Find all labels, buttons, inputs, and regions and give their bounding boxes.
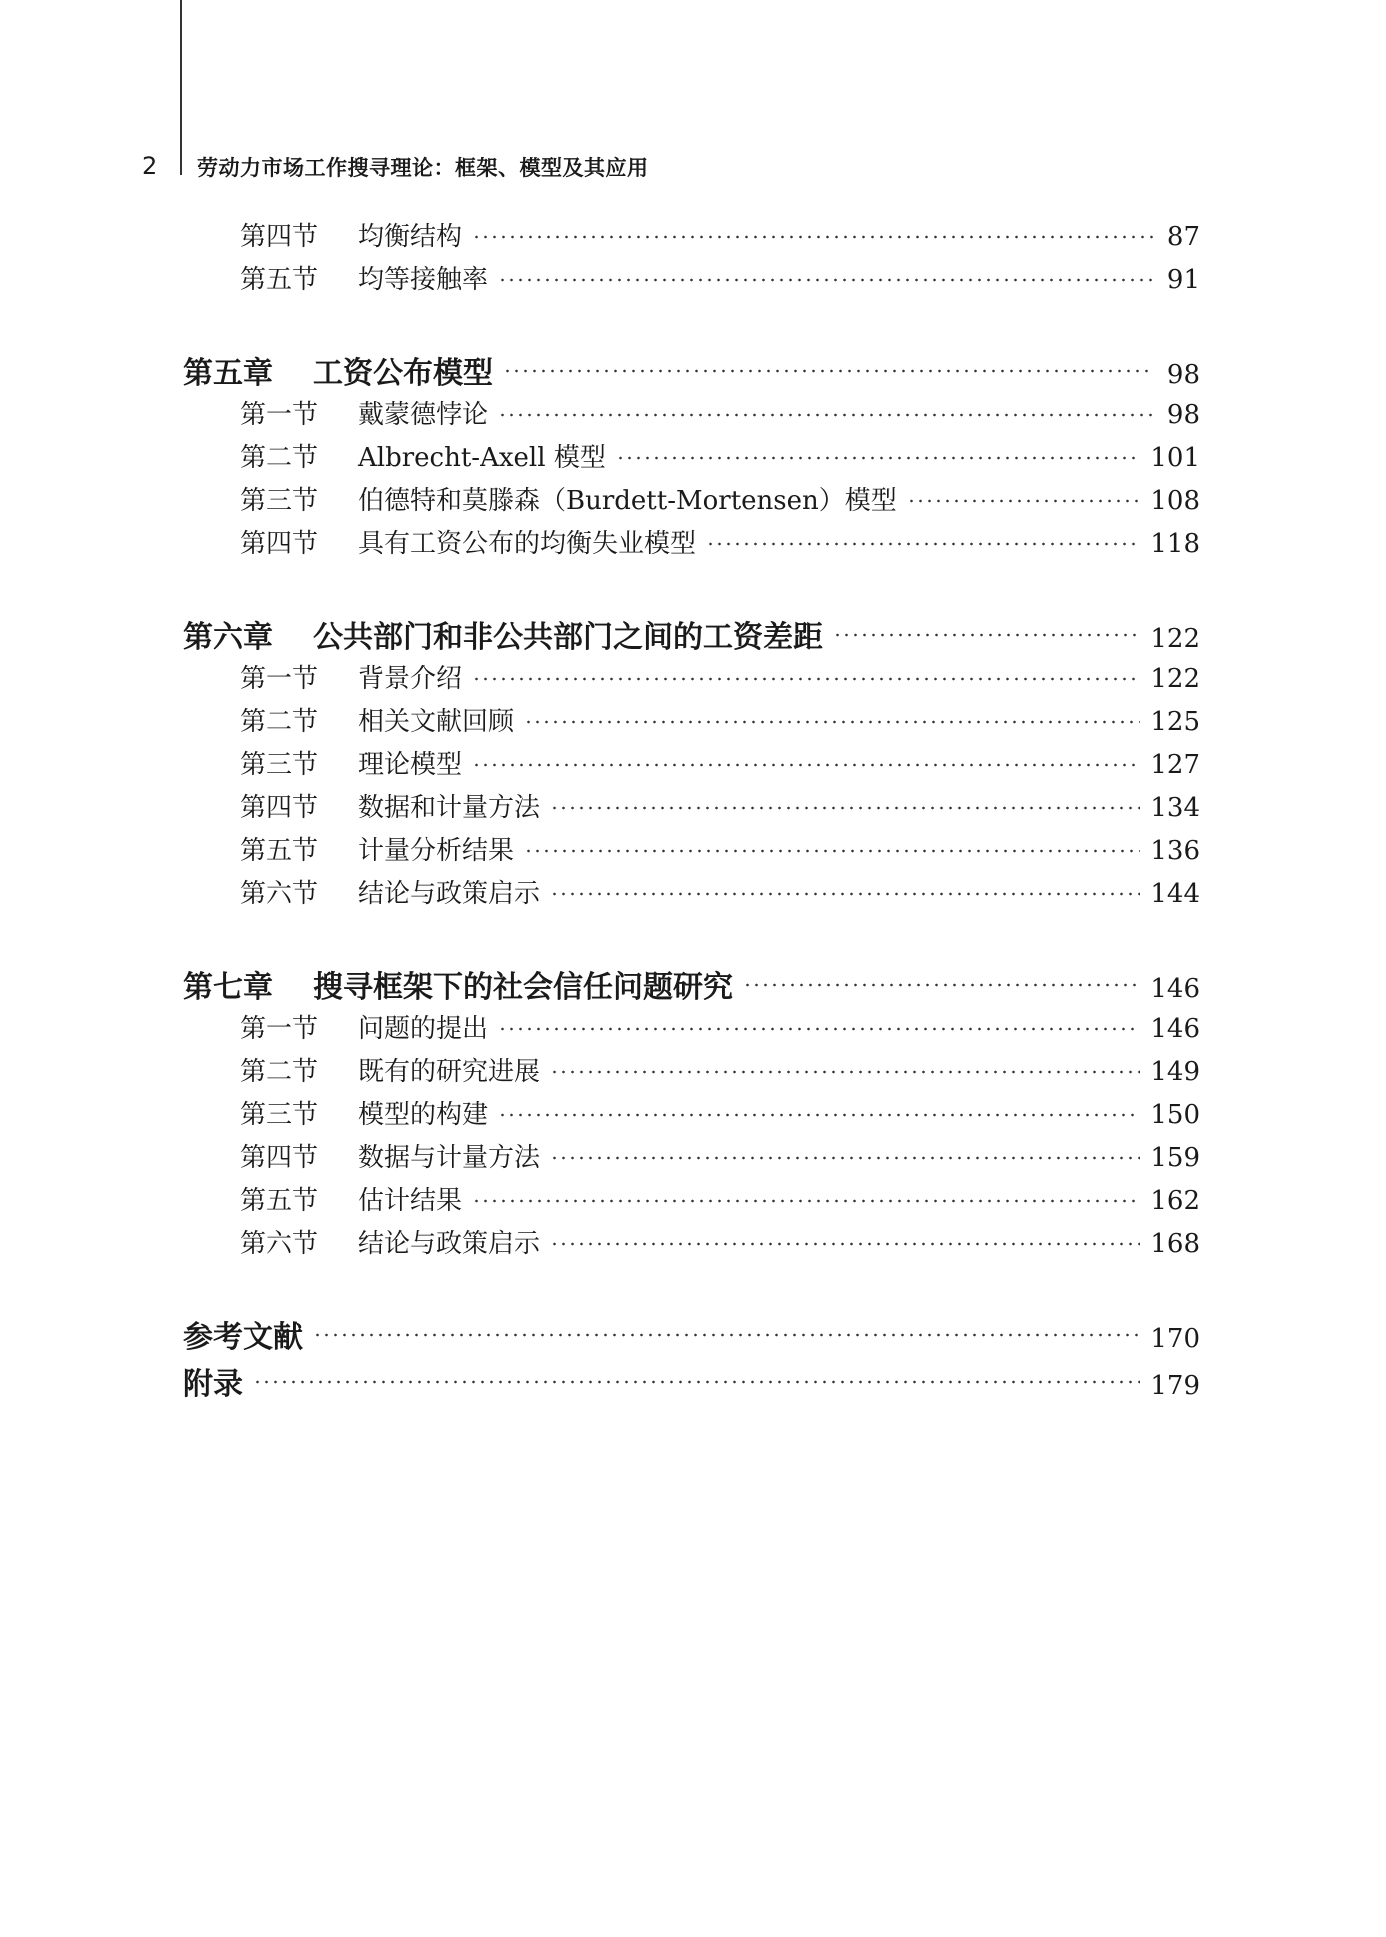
dot-leader — [472, 677, 1140, 681]
entry-number: 第六节 — [240, 879, 319, 909]
toc-section-entry — [240, 873, 1200, 909]
dot-leader — [313, 1333, 1140, 1337]
dot-leader — [550, 1070, 1140, 1074]
entry-title: 搜寻框架下的社会信任问题研究 — [313, 970, 733, 1005]
dot-leader — [550, 1242, 1140, 1246]
dot-leader — [472, 763, 1140, 767]
dot-leader — [472, 235, 1154, 239]
entry-number: 第三节 — [240, 750, 319, 780]
toc-chapter-entry — [183, 1312, 1200, 1355]
toc-section-entry — [240, 658, 1200, 694]
toc-chapter-entry — [183, 962, 1200, 1005]
entry-number: 第七章 — [183, 970, 273, 1005]
toc-section-entry — [240, 1008, 1200, 1044]
entry-page: 118 — [1150, 529, 1200, 559]
entry-page: 125 — [1150, 707, 1200, 737]
entry-page: 146 — [1150, 1014, 1200, 1044]
entry-page: 98 — [1166, 360, 1200, 390]
dot-leader — [833, 633, 1140, 637]
entry-title: 理论模型 — [358, 750, 463, 780]
entry-number: 第一节 — [240, 664, 319, 694]
entry-title: 既有的研究进展 — [358, 1057, 541, 1087]
dot-leader — [550, 892, 1140, 896]
entry-number: 第五节 — [240, 1186, 319, 1216]
entry-title: 结论与政策启示 — [358, 1229, 541, 1259]
entry-number: 第二节 — [240, 1057, 319, 1087]
dot-leader — [498, 1113, 1140, 1117]
toc-chapter-entry — [183, 348, 1200, 391]
entry-title: 背景介绍 — [358, 664, 463, 694]
toc-section-entry — [240, 1180, 1200, 1216]
entry-number: 第四节 — [240, 529, 319, 559]
entry-title: 模型的构建 — [358, 1100, 489, 1130]
toc-section-entry — [240, 480, 1200, 516]
toc-chapter-entry — [183, 612, 1200, 655]
toc-section-entry — [240, 1051, 1200, 1087]
toc-section-entry — [240, 394, 1200, 430]
entry-page: 101 — [1150, 443, 1200, 473]
entry-number: 第五节 — [240, 836, 319, 866]
dot-leader — [550, 806, 1140, 810]
running-head — [0, 150, 1386, 190]
entry-number: 第四节 — [240, 222, 319, 252]
entry-number: 第三节 — [240, 486, 319, 516]
entry-title: 具有工资公布的均衡失业模型 — [358, 529, 697, 559]
entry-title: 公共部门和非公共部门之间的工资差距 — [313, 620, 823, 655]
entry-number: 第五章 — [183, 356, 273, 391]
entry-number: 第六章 — [183, 620, 273, 655]
book-title: 劳动力市场工作搜寻理论：框架、模型及其应用 — [197, 156, 649, 180]
entry-title: 相关文献回顾 — [358, 707, 515, 737]
dot-leader — [498, 1027, 1140, 1031]
entry-page: 150 — [1150, 1100, 1200, 1130]
entry-title: 均衡结构 — [358, 222, 463, 252]
toc-section-entry — [240, 523, 1200, 559]
toc-section-entry — [240, 744, 1200, 780]
margin-rule — [180, 0, 182, 175]
dot-leader — [616, 456, 1141, 460]
toc-chapter-entry — [183, 1359, 1200, 1402]
entry-number: 第一节 — [240, 400, 319, 430]
entry-number: 第六节 — [240, 1229, 319, 1259]
dot-leader — [706, 542, 1140, 546]
dot-leader — [472, 1199, 1140, 1203]
toc-section-entry — [240, 216, 1200, 252]
dot-leader — [743, 983, 1140, 987]
toc-section-entry — [240, 1137, 1200, 1173]
entry-page: 159 — [1150, 1143, 1200, 1173]
entry-page: 122 — [1150, 624, 1200, 654]
entry-page: 134 — [1150, 793, 1200, 823]
entry-title: 戴蒙德悖论 — [358, 400, 489, 430]
page-number: 2 — [142, 152, 158, 180]
entry-number: 第四节 — [240, 1143, 319, 1173]
dot-leader — [524, 849, 1140, 853]
entry-page: 162 — [1150, 1186, 1200, 1216]
dot-leader — [498, 413, 1154, 417]
entry-title: 计量分析结果 — [358, 836, 515, 866]
entry-page: 146 — [1150, 974, 1200, 1004]
entry-page: 98 — [1166, 400, 1200, 430]
entry-page: 149 — [1150, 1057, 1200, 1087]
entry-number: 第二节 — [240, 443, 319, 473]
dot-leader — [907, 499, 1141, 503]
entry-title: 数据和计量方法 — [358, 793, 541, 823]
entry-page: 127 — [1150, 750, 1200, 780]
dot-leader — [498, 278, 1154, 282]
entry-page: 170 — [1150, 1324, 1200, 1354]
entry-number: 第二节 — [240, 707, 319, 737]
dot-leader — [253, 1380, 1140, 1384]
toc-section-entry — [240, 1094, 1200, 1130]
entry-number: 第四节 — [240, 793, 319, 823]
entry-page: 91 — [1166, 265, 1200, 295]
entry-title: 参考文献 — [183, 1320, 303, 1355]
entry-page: 144 — [1150, 879, 1200, 909]
entry-page: 136 — [1150, 836, 1200, 866]
entry-page: 179 — [1150, 1371, 1200, 1401]
entry-title: 均等接触率 — [358, 265, 489, 295]
entry-number: 第三节 — [240, 1100, 319, 1130]
entry-page: 122 — [1150, 664, 1200, 694]
dot-leader — [503, 369, 1154, 373]
entry-title: 伯德特和莫滕森（Burdett-Mortensen）模型 — [358, 486, 897, 516]
entry-title: 估计结果 — [358, 1186, 463, 1216]
entry-title: 数据与计量方法 — [358, 1143, 541, 1173]
entry-page: 87 — [1166, 222, 1200, 252]
entry-number: 第一节 — [240, 1014, 319, 1044]
toc-section-entry — [240, 830, 1200, 866]
entry-page: 108 — [1150, 486, 1200, 516]
toc-section-entry — [240, 787, 1200, 823]
entry-title: 问题的提出 — [358, 1014, 489, 1044]
dot-leader — [524, 720, 1140, 724]
toc-section-entry — [240, 701, 1200, 737]
dot-leader — [550, 1156, 1140, 1160]
toc-section-entry — [240, 437, 1200, 473]
entry-title: 工资公布模型 — [313, 356, 493, 391]
entry-title: 附录 — [183, 1367, 243, 1402]
entry-number: 第五节 — [240, 265, 319, 295]
toc-section-entry — [240, 259, 1200, 295]
toc-section-entry — [240, 1223, 1200, 1259]
entry-title: Albrecht-Axell 模型 — [358, 443, 606, 473]
entry-title: 结论与政策启示 — [358, 879, 541, 909]
entry-page: 168 — [1150, 1229, 1200, 1259]
